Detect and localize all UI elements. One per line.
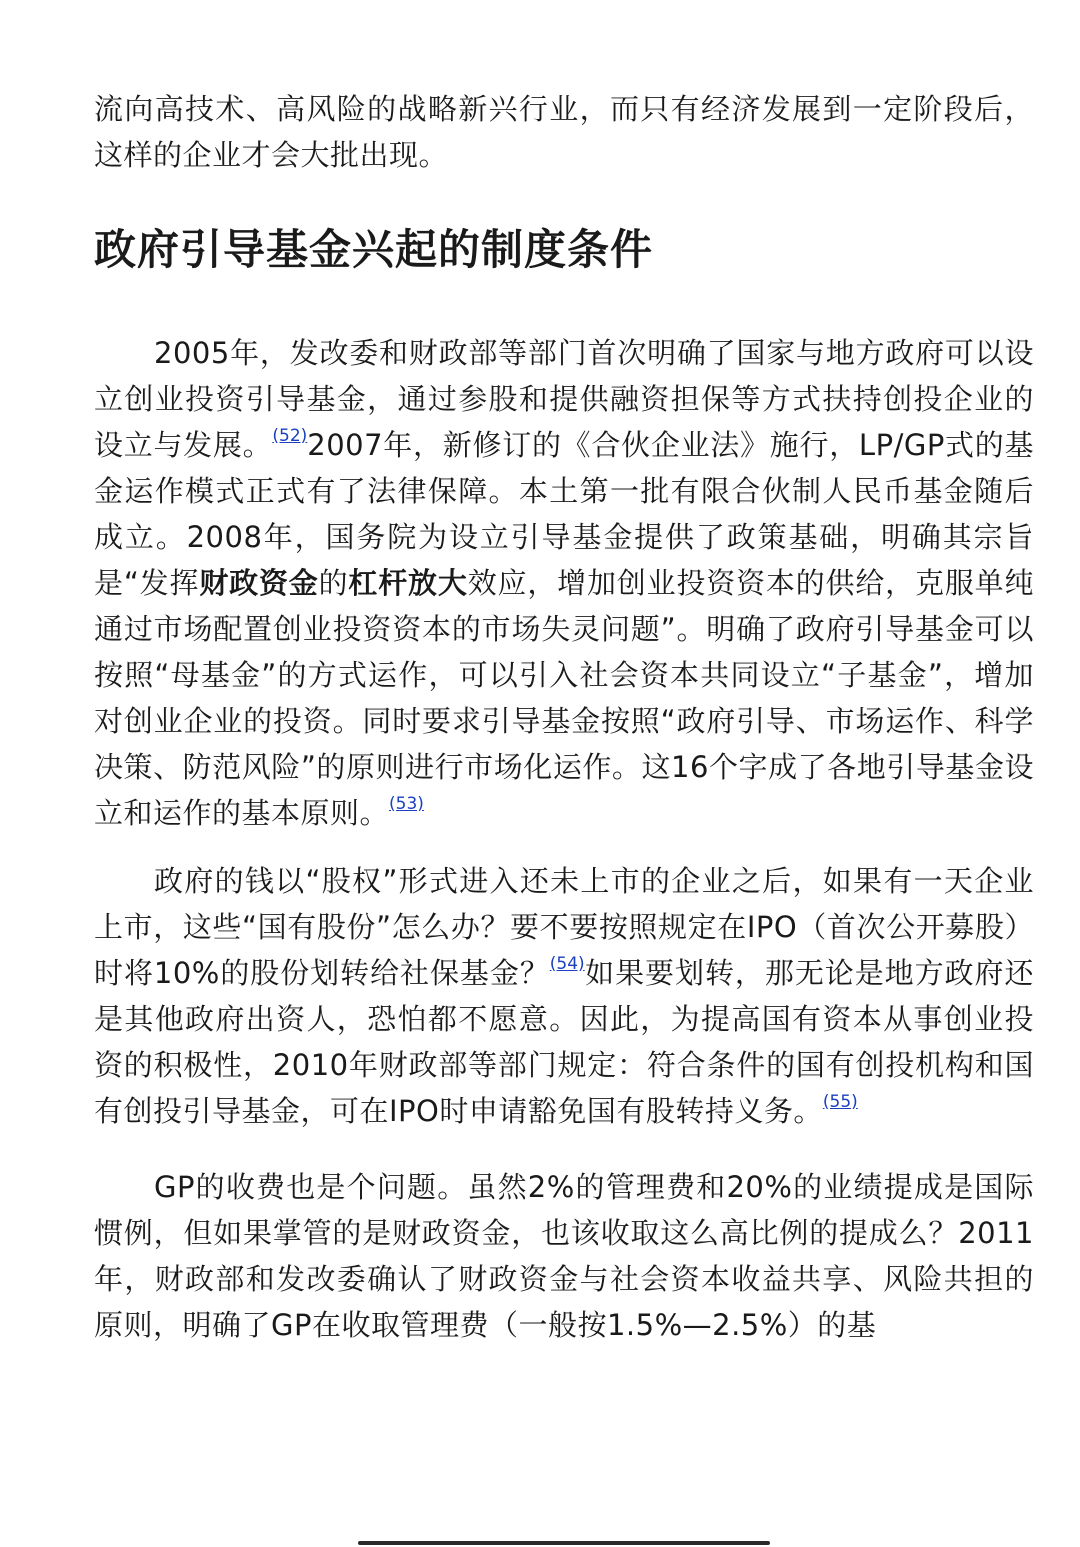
paragraph-text: 如果要划转，那无论是地方政府还是其他政府出资人，恐怕都不愿意。因此，为提高国有资本从事创业投资的积极性，2010年财政部等部门规定：符合条件的国有创投机构和国有创投引导基金，可在IPO时申请豁免国有股转持义务。: [94, 956, 1034, 1128]
home-indicator[interactable]: [358, 1541, 770, 1545]
paragraph-2005: [94, 330, 1034, 836]
paragraph-text: 2005年，发改委和财政部等部门首次明确了国家与地方政府可以设立创业投资引导基金，通过参股和提供融资担保等方式扶持创投企业的设立与发展。: [94, 336, 1034, 462]
footnote-link-52[interactable]: (52): [272, 426, 308, 446]
paragraph-intro: 流向高技术、高风险的战略新兴行业，而只有经济发展到一定阶段后，这样的企业才会大批出现。: [94, 92, 1034, 172]
document-page: [94, 86, 1034, 1348]
bold-text: 财政资金: [199, 566, 319, 600]
paragraph-text: 效应，增加创业投资资本的供给，克服单纯通过市场配置创业投资资本的市场失灵问题”。明确了政府引导基金可以按照“母基金”的方式运作，可以引入社会资本共同设立“子基金”，增加对创业企业的投资。同时要求引导基金按照“政府引导、市场运作、科学决策、防范风险”的原则进行市场化运作。这16个字成了各地引导基金设立和运作的基本原则。: [94, 566, 1034, 830]
paragraph-gp-fees: GP的收费也是个问题。虽然2%的管理费和20%的业绩提成是国际惯例，但如果掌管的是财政资金，也该收取这么高比例的提成么？2011年，财政部和发改委确认了财政资金与社会资本收益共享、风险共担的原则，明确了GP在收取管理费（一般按1.5%—2.5%）的基: [94, 1170, 1034, 1342]
footnote-link-55[interactable]: (55): [822, 1092, 858, 1112]
paragraph-text: 2007年，新修订的《合伙企业法》施行，LP/GP式的基金运作模式正式有了法律保障。本土第一批有限合伙制人民币基金随后成立。2008年，国务院为设立引导基金提供了政策基础，明确其宗旨是“发挥: [94, 428, 1034, 600]
footnote-link-54[interactable]: (54): [549, 954, 585, 974]
section-heading: 政府引导基金兴起的制度条件: [94, 225, 654, 274]
footnote-link-53[interactable]: (53): [389, 794, 424, 814]
paragraph-state-shares: [94, 858, 1034, 1134]
paragraph-text: 的: [318, 566, 349, 600]
paragraph-text: 政府的钱以“股权”形式进入还未上市的企业之后，如果有一天企业上市，这些“国有股份”怎么办？要不要按照规定在IPO（首次公开募股）时将10%的股份划转给社保基金？: [94, 864, 1034, 990]
bold-text: 杠杆放大: [348, 566, 468, 600]
